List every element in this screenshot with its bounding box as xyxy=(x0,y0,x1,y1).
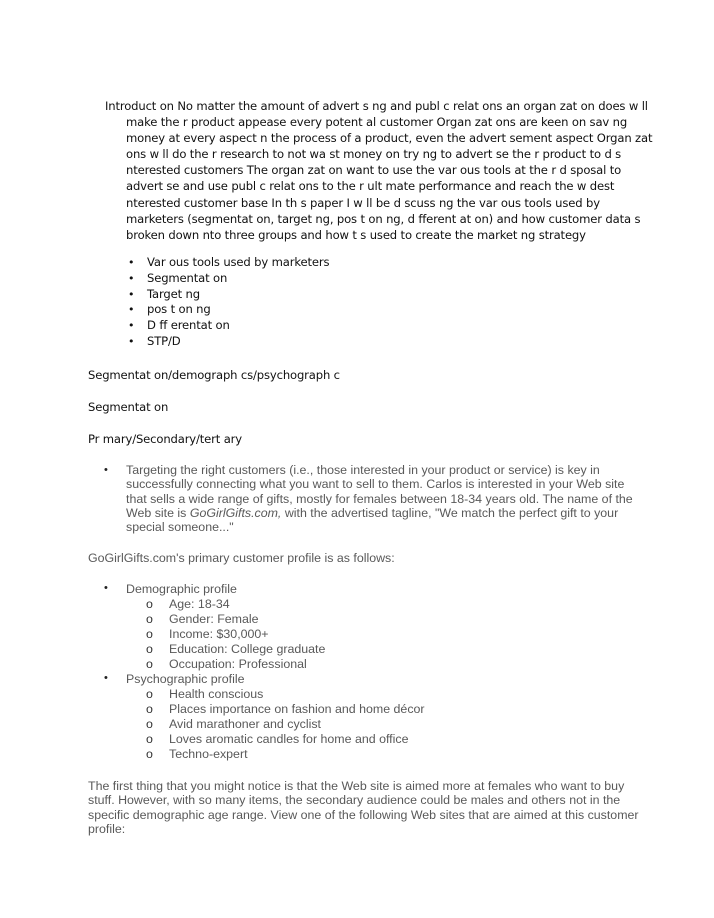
bullet-icon: • xyxy=(128,256,135,269)
demographic-profile-heading: • Demographic profile xyxy=(104,582,237,596)
introduction-paragraph: Introduct on No matter the amount of advert s ng and publ c relat ons an organ zat on does w ll make the r product appease every potent al customer Organ zat ons are keen on sav ng money at every aspect n the process of a product, even the advert sement aspect Organ zat ons w ll do the r research to not wa st money on try ng to advert se the r product to d s nterested customers The organ zat on want to use the var ous tools at the r d sposal to advert se and use publ c relat ons to the r ult mate performance and reach the w dest nterested customer base In th s paper I w ll be d scuss ng the var ous tools used by marketers (segmentat on, target ng, pos t on ng, d fferent at on) and how customer data s broken down nto three groups and how t s used to create the market ng strategy xyxy=(105,99,653,242)
list-item: o Avid marathoner and cyclist xyxy=(146,717,321,731)
list-item: • Segmentat on xyxy=(128,270,228,285)
list-item: • pos t on ng xyxy=(128,302,211,317)
list-item: o Age: 18-34 xyxy=(146,597,230,611)
circle-bullet-icon: o xyxy=(146,627,153,641)
list-item: o Income: $30,000+ xyxy=(146,627,269,641)
list-item: o Health conscious xyxy=(146,687,264,701)
list-item: • D ff erentat on xyxy=(128,318,230,333)
heading-segmentation: Segmentat on xyxy=(88,400,169,414)
list-item: o Education: College graduate xyxy=(146,642,326,656)
bullet-icon: • xyxy=(104,464,108,476)
targeting-text: Targeting the right customers (i.e., those interested in your product or service) is key in successfully connecting what you want to sell to them. Carlos is interested in your Web site that sells a wide range of gifts, mostly for females between 18-34 years old. The name of the Web site is GoGirlGifts.com, with the advertised tagline, "We match the perfect gift to your special someone..." xyxy=(126,463,633,535)
circle-bullet-icon: o xyxy=(146,702,153,716)
list-item: o Occupation: Professional xyxy=(146,657,307,671)
bullet-icon: • xyxy=(128,303,135,317)
circle-bullet-icon: o xyxy=(146,657,153,671)
bullet-icon: • xyxy=(104,672,108,684)
customer-profiles xyxy=(104,582,624,762)
circle-bullet-icon: o xyxy=(146,597,153,611)
circle-bullet-icon: o xyxy=(146,642,153,656)
marketing-tools-list xyxy=(128,255,329,350)
list-item: o Techno-expert xyxy=(146,747,248,761)
bullet-icon: • xyxy=(128,334,135,348)
circle-bullet-icon: o xyxy=(146,732,153,746)
profile-intro: GoGirlGifts.com's primary customer profile is as follows: xyxy=(88,551,395,565)
site-name: GoGirlGifts.com, xyxy=(189,505,282,520)
bullet-icon: • xyxy=(128,319,135,333)
list-item: • Target ng xyxy=(128,286,200,301)
bullet-icon: • xyxy=(104,582,108,594)
circle-bullet-icon: o xyxy=(146,717,153,731)
bullet-icon: • xyxy=(128,271,135,285)
list-item: • STP/D xyxy=(128,333,181,348)
psychographic-profile-heading: • Psychographic profile xyxy=(104,672,245,686)
list-item: o Places importance on fashion and home décor xyxy=(146,702,425,716)
heading-primary-secondary-tertiary: Pr mary/Secondary/tert ary xyxy=(88,432,242,446)
closing-paragraph: The first thing that you might notice is that the Web site is aimed more at females who want to buy stuff. However, with so many items, the secondary audience could be males and others not in the specific demographic age range. View one of the following Web sites that are aimed at this customer profile: xyxy=(88,779,639,836)
circle-bullet-icon: o xyxy=(146,747,153,761)
circle-bullet-icon: o xyxy=(146,612,153,626)
circle-bullet-icon: o xyxy=(146,687,153,701)
heading-segmentation-demographics: Segmentat on/demograph cs/psychograph c xyxy=(88,368,340,382)
bullet-icon: • xyxy=(128,287,135,301)
list-item: o Gender: Female xyxy=(146,612,259,626)
list-item: o Loves aromatic candles for home and office xyxy=(146,732,409,746)
list-item: • Var ous tools used by marketers xyxy=(128,255,330,269)
